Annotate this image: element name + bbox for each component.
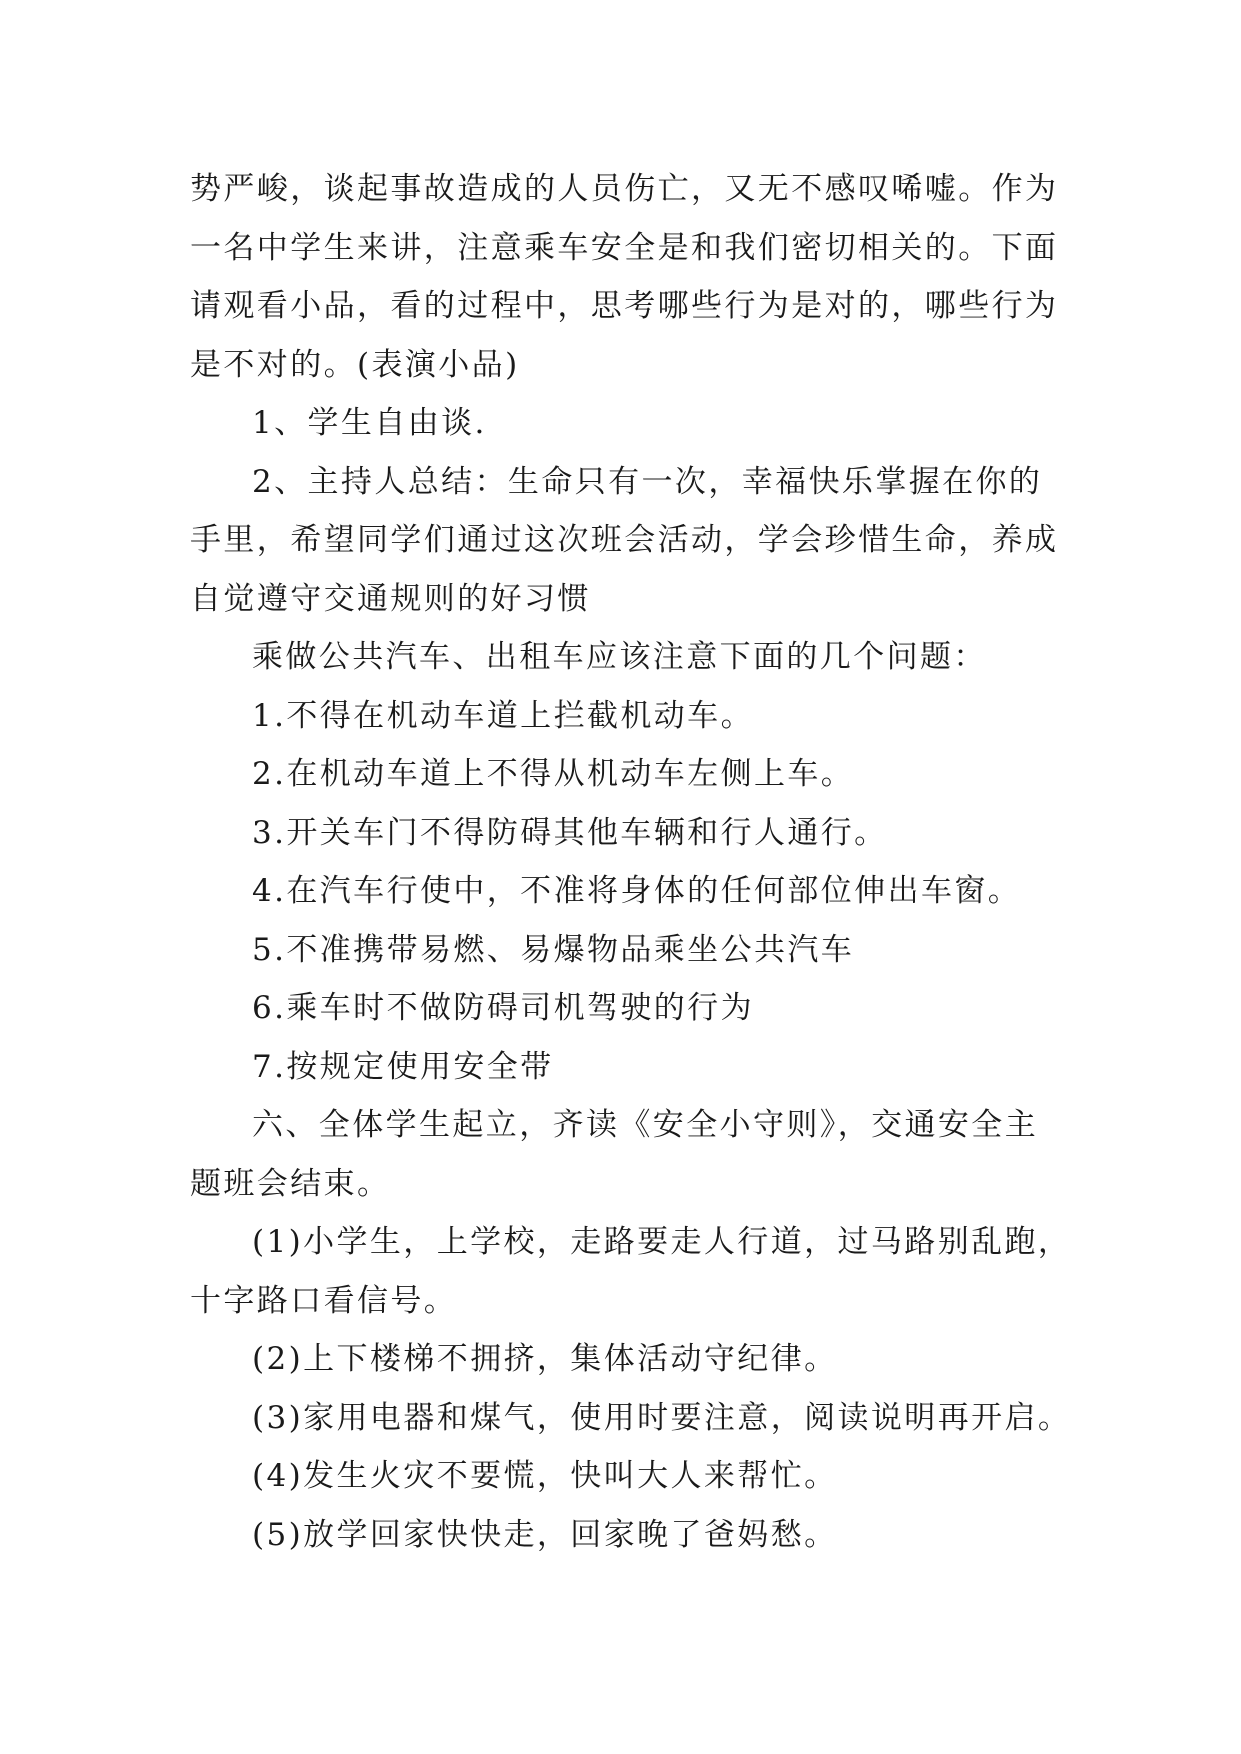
list-item: 7.按规定使用安全带 bbox=[252, 1048, 554, 1085]
list-item: (5)放学回家快快走，回家晚了爸妈愁。 bbox=[252, 1516, 838, 1553]
text-line: 一名中学生来讲，注意乘车安全是和我们密切相关的。下面 bbox=[190, 229, 1059, 266]
text-line: 自觉遵守交通规则的好习惯 bbox=[190, 580, 591, 617]
text-line: 手里，希望同学们通过这次班会活动，学会珍惜生命，养成 bbox=[190, 522, 1059, 558]
text-line: 2、主持人总结：生命只有一次，幸福快乐掌握在你的 bbox=[252, 463, 1043, 500]
text-line: 势严峻，谈起事故造成的人员伤亡，又无不感叹唏嘘。作为 bbox=[190, 171, 1059, 207]
text-line: 请观看小品，看的过程中，思考哪些行为是对的，哪些行为 bbox=[190, 288, 1059, 324]
list-item: 4.在汽车行使中，不准将身体的任何部位伸出车窗。 bbox=[252, 873, 1022, 909]
list-item: 1.不得在机动车道上拦截机动车。 bbox=[252, 697, 754, 734]
list-item: (1)小学生，上学校，走路要走人行道，过马路别乱跑， bbox=[252, 1224, 1072, 1260]
text-line: 题班会结束。 bbox=[190, 1165, 391, 1202]
list-item: 3.开关车门不得防碍其他车辆和行人通行。 bbox=[252, 814, 888, 851]
list-item: 2.在机动车道上不得从机动车左侧上车。 bbox=[252, 756, 855, 792]
list-item: (4)发生火灾不要慌，快叫大人来帮忙。 bbox=[252, 1458, 838, 1494]
text-line: 1、学生自由谈. bbox=[252, 405, 487, 441]
text-line: 乘做公共汽车、出租车应该注意下面的几个问题： bbox=[252, 639, 987, 675]
section-heading: 六、全体学生起立，齐读《安全小守则》，交通安全主 bbox=[252, 1107, 1039, 1143]
list-item: (3)家用电器和煤气，使用时要注意，阅读说明再开启。 bbox=[252, 1399, 1072, 1436]
list-item: (2)上下楼梯不拥挤，集体活动守纪律。 bbox=[252, 1341, 838, 1377]
text-line: 是不对的。(表演小品) bbox=[190, 346, 520, 383]
text-line: 十字路口看信号。 bbox=[190, 1282, 458, 1319]
list-item: 6.乘车时不做防碍司机驾驶的行为 bbox=[252, 990, 754, 1026]
document-body bbox=[190, 160, 1072, 1564]
list-item: 5.不准携带易燃、易爆物品乘坐公共汽车 bbox=[252, 931, 855, 968]
